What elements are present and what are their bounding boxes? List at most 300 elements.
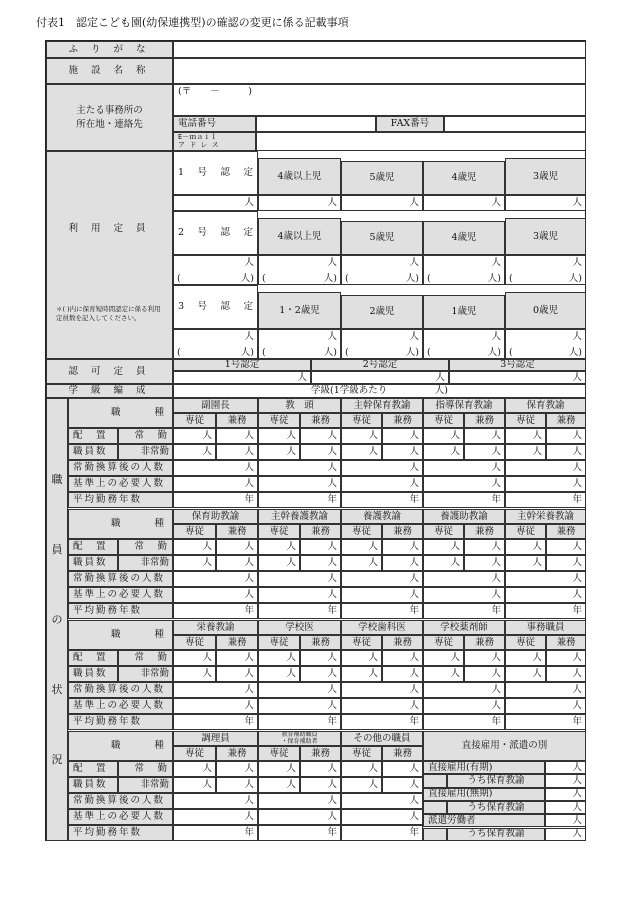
staff-count-input[interactable]: 人 bbox=[173, 444, 216, 460]
staff-value-input[interactable]: 年 bbox=[423, 714, 505, 730]
employment-indent bbox=[423, 774, 447, 787]
employment-count-input[interactable]: 人 bbox=[545, 814, 586, 827]
kinzoku-label: 平均勤務年数 bbox=[68, 603, 173, 619]
staff-value-input[interactable]: 年 bbox=[505, 714, 586, 730]
staff-value-input[interactable]: 人 bbox=[173, 698, 258, 714]
staff-value-input[interactable]: 人 bbox=[423, 682, 505, 698]
job-header: 養護教諭 bbox=[341, 509, 423, 524]
paren-open: ( bbox=[262, 346, 266, 358]
staff-value-input[interactable]: 人 bbox=[341, 460, 423, 476]
staff-value-input[interactable]: 年 bbox=[258, 492, 341, 508]
employment-label: 直接雇用(無期) bbox=[423, 788, 545, 801]
employment-indent bbox=[423, 828, 447, 841]
employment-indent bbox=[423, 801, 447, 814]
employment-count-input[interactable]: 人 bbox=[545, 774, 586, 787]
employment-count-input[interactable]: 人 bbox=[545, 828, 586, 841]
age-header: 0歳児 bbox=[505, 292, 586, 329]
job-header: 教 頭 bbox=[258, 398, 341, 413]
staff-value-input[interactable]: 年 bbox=[341, 825, 423, 841]
class-label: 学 級 編 成 bbox=[46, 384, 173, 398]
staff-count-input[interactable]: 人 bbox=[216, 555, 258, 571]
staff-count-input[interactable]: 人 bbox=[505, 555, 546, 571]
staff-count-input[interactable]: 人 bbox=[382, 428, 423, 444]
capacity-count-input[interactable] bbox=[173, 255, 258, 285]
staff-count-input[interactable]: 人 bbox=[173, 555, 216, 571]
staff-value-input[interactable]: 人 bbox=[173, 809, 258, 825]
paren-open: ( bbox=[345, 346, 349, 358]
capacity-count-input[interactable]: 人 bbox=[505, 195, 586, 211]
staff-value-input[interactable]: 人 bbox=[173, 587, 258, 603]
staff-count-input[interactable]: 人 bbox=[258, 444, 300, 460]
postal-address-input[interactable]: (〒 － ) bbox=[173, 84, 586, 116]
paren-unit: 人) bbox=[405, 346, 419, 358]
capacity-count-input[interactable] bbox=[423, 255, 505, 285]
fax-label: FAX番号 bbox=[376, 116, 444, 132]
paren-unit: 人) bbox=[323, 346, 337, 358]
staff-count-input[interactable]: 人 bbox=[258, 555, 300, 571]
job-header: 事務職員 bbox=[505, 620, 586, 635]
staff-count-input[interactable]: 人 bbox=[216, 761, 258, 777]
furigana-input[interactable] bbox=[173, 41, 586, 58]
age-header: 4歳以上児 bbox=[258, 158, 341, 195]
kennin-header: 兼務 bbox=[382, 635, 423, 650]
staff-count-input[interactable]: 人 bbox=[258, 650, 300, 666]
approved-count-input[interactable]: 人 bbox=[449, 371, 586, 384]
kansan-label: 常勤換算後の人数 bbox=[68, 571, 173, 587]
staff-value-input[interactable]: 人 bbox=[423, 587, 505, 603]
staff-value-input[interactable]: 人 bbox=[173, 571, 258, 587]
capacity-count-input[interactable] bbox=[423, 329, 505, 359]
staff-value-input[interactable]: 人 bbox=[505, 587, 586, 603]
staff-value-input[interactable]: 人 bbox=[258, 809, 341, 825]
staff-count-input[interactable]: 人 bbox=[382, 539, 423, 555]
staff-value-input[interactable]: 年 bbox=[173, 825, 258, 841]
staff-value-input[interactable]: 人 bbox=[505, 476, 586, 492]
staff-side-label bbox=[46, 398, 68, 841]
haichi-label: 配 置 bbox=[68, 650, 118, 666]
unit: 人 bbox=[572, 331, 582, 342]
job-header-line: ・保育補助者 bbox=[281, 737, 318, 745]
jokin-label: 常 勤 bbox=[118, 428, 173, 444]
staff-count-input[interactable]: 人 bbox=[300, 761, 341, 777]
staff-count-input[interactable]: 人 bbox=[423, 428, 464, 444]
side-char: 員 bbox=[51, 542, 63, 556]
employment-sub-label: うち保育教諭 bbox=[447, 828, 545, 841]
paren-open: ( bbox=[509, 272, 513, 284]
unit: 人 bbox=[409, 257, 419, 268]
age-header: 4歳児 bbox=[423, 221, 505, 255]
hitsuyo-label: 基準上の必要人数 bbox=[68, 698, 173, 714]
staff-count-input[interactable]: 人 bbox=[300, 666, 341, 682]
kennin-header: 兼務 bbox=[382, 524, 423, 539]
senju-header: 専従 bbox=[423, 413, 464, 428]
staff-count-input[interactable]: 人 bbox=[382, 444, 423, 460]
facility-name-label: 施 設 名 称 bbox=[46, 58, 173, 84]
capacity-count-input[interactable] bbox=[341, 329, 423, 359]
email-label-line: ア ド レ ス bbox=[178, 140, 219, 149]
staff-value-input[interactable]: 人 bbox=[341, 682, 423, 698]
side-char: 況 bbox=[51, 752, 63, 766]
employment-count-input[interactable]: 人 bbox=[545, 761, 586, 774]
staff-count-input[interactable]: 人 bbox=[258, 761, 300, 777]
kinzoku-label: 平均勤務年数 bbox=[68, 825, 173, 841]
staff-value-input[interactable]: 年 bbox=[341, 714, 423, 730]
staff-count-input[interactable]: 人 bbox=[216, 777, 258, 793]
facility-name-input[interactable] bbox=[173, 58, 586, 84]
staff-value-input[interactable]: 人 bbox=[258, 476, 341, 492]
job-header: その他の職員 bbox=[341, 731, 423, 746]
staff-count-input[interactable]: 人 bbox=[173, 777, 216, 793]
approved-count-input[interactable]: 人 bbox=[311, 371, 449, 384]
kennin-header: 兼務 bbox=[216, 524, 258, 539]
age-header: 4歳以上児 bbox=[258, 218, 341, 255]
approved-header: 2号認定 bbox=[311, 359, 449, 371]
staff-count-input[interactable]: 人 bbox=[382, 650, 423, 666]
senju-header: 専従 bbox=[258, 746, 300, 761]
email-input[interactable] bbox=[256, 132, 586, 151]
paren-unit: 人) bbox=[487, 272, 501, 284]
job-header: 副園長 bbox=[173, 398, 258, 413]
staff-value-input[interactable]: 人 bbox=[423, 476, 505, 492]
unit: 人 bbox=[244, 257, 254, 268]
capacity-count-input[interactable]: 人 bbox=[341, 195, 423, 211]
staff-value-input[interactable]: 人 bbox=[341, 698, 423, 714]
staff-count-input[interactable]: 人 bbox=[505, 539, 546, 555]
staff-value-input[interactable]: 人 bbox=[423, 460, 505, 476]
job-header: 主幹保育教諭 bbox=[341, 398, 423, 413]
staff-count-input[interactable]: 人 bbox=[464, 539, 505, 555]
job-header: 学校歯科医 bbox=[341, 620, 423, 635]
job-header: 保育助教諭 bbox=[173, 509, 258, 524]
job-header: 養護助教諭 bbox=[423, 509, 505, 524]
staff-count-input[interactable]: 人 bbox=[464, 428, 505, 444]
hijokin-label: 非常勤 bbox=[118, 555, 173, 571]
staff-value-input[interactable]: 人 bbox=[341, 809, 423, 825]
kennin-header: 兼務 bbox=[382, 746, 423, 761]
staff-count-input[interactable]: 人 bbox=[173, 428, 216, 444]
staff-count-input[interactable]: 人 bbox=[464, 444, 505, 460]
staff-count-input[interactable]: 人 bbox=[341, 444, 382, 460]
job-header: 主幹養護教諭 bbox=[258, 509, 341, 524]
staff-count-input[interactable]: 人 bbox=[546, 539, 586, 555]
side-char: 職 bbox=[51, 472, 63, 486]
staff-value-input[interactable]: 人 bbox=[173, 793, 258, 809]
staff-count-input[interactable]: 人 bbox=[341, 761, 382, 777]
staff-value-input[interactable]: 人 bbox=[258, 682, 341, 698]
hitsuyo-label: 基準上の必要人数 bbox=[68, 809, 173, 825]
capacity-count-input[interactable] bbox=[505, 329, 586, 359]
staff-count-input[interactable]: 人 bbox=[382, 666, 423, 682]
staff-count-input[interactable]: 人 bbox=[341, 555, 382, 571]
haichi-label: 配 置 bbox=[68, 761, 118, 777]
email-label-line: E－ｍａｉｌ bbox=[178, 132, 218, 141]
senju-header: 専従 bbox=[341, 524, 382, 539]
paren-unit: 人) bbox=[405, 272, 419, 284]
staff-value-input[interactable]: 年 bbox=[341, 492, 423, 508]
staff-count-input[interactable]: 人 bbox=[423, 444, 464, 460]
kennin-header: 兼務 bbox=[300, 524, 341, 539]
registration-form bbox=[45, 40, 586, 841]
staff-count-input[interactable]: 人 bbox=[423, 666, 464, 682]
staff-count-input[interactable]: 人 bbox=[341, 428, 382, 444]
hijokin-label: 非常勤 bbox=[118, 666, 173, 682]
capacity-count-input[interactable]: 人 bbox=[423, 195, 505, 211]
employment-sub-label: うち保育教諭 bbox=[447, 774, 545, 787]
staff-value-input[interactable]: 人 bbox=[173, 682, 258, 698]
staff-count-input[interactable]: 人 bbox=[341, 666, 382, 682]
staff-value-input[interactable]: 年 bbox=[173, 714, 258, 730]
cert2-label: 2 号 認 定 bbox=[173, 211, 258, 255]
jokin-label: 常 勤 bbox=[118, 761, 173, 777]
staff-value-input[interactable]: 年 bbox=[258, 825, 341, 841]
staff-count-input[interactable]: 人 bbox=[300, 777, 341, 793]
email-label bbox=[173, 132, 256, 151]
job-header: 学校薬剤師 bbox=[423, 620, 505, 635]
paren-unit: 人) bbox=[487, 346, 501, 358]
staff-value-input[interactable]: 人 bbox=[341, 571, 423, 587]
phone-label: 電話番号 bbox=[173, 116, 256, 132]
staff-count-input[interactable]: 人 bbox=[382, 555, 423, 571]
class-input[interactable]: 学級(1学級あたり 人) bbox=[173, 384, 586, 398]
staff-count-input[interactable]: 人 bbox=[423, 650, 464, 666]
senju-header: 専従 bbox=[258, 635, 300, 650]
kennin-header: 兼務 bbox=[464, 635, 505, 650]
staff-count-input[interactable]: 人 bbox=[258, 666, 300, 682]
job-header: 学校医 bbox=[258, 620, 341, 635]
office-label bbox=[46, 84, 173, 151]
shokuinsu-label: 職員数 bbox=[68, 666, 118, 682]
capacity-count-input[interactable] bbox=[505, 255, 586, 285]
paren-open: ( bbox=[262, 272, 266, 284]
staff-count-input[interactable]: 人 bbox=[173, 650, 216, 666]
senju-header: 専従 bbox=[341, 635, 382, 650]
age-header: 5歳児 bbox=[341, 161, 423, 195]
kennin-header: 兼務 bbox=[546, 524, 586, 539]
age-header: 3歳児 bbox=[505, 218, 586, 255]
capacity-count-input[interactable] bbox=[258, 329, 341, 359]
staff-count-input[interactable]: 人 bbox=[382, 761, 423, 777]
employment-header: 直接雇用・派遣の別 bbox=[423, 731, 586, 761]
age-header: 1歳児 bbox=[423, 295, 505, 329]
paren-open: ( bbox=[427, 272, 431, 284]
staff-value-input[interactable]: 年 bbox=[258, 603, 341, 619]
office-label-line: 主たる事務所の bbox=[76, 104, 143, 116]
kennin-header: 兼務 bbox=[464, 413, 505, 428]
staff-count-input[interactable]: 人 bbox=[341, 539, 382, 555]
staff-count-input[interactable]: 人 bbox=[464, 650, 505, 666]
staff-value-input[interactable]: 年 bbox=[258, 714, 341, 730]
job-header: 調理員 bbox=[173, 731, 258, 746]
staff-count-input[interactable]: 人 bbox=[300, 650, 341, 666]
staff-value-input[interactable]: 人 bbox=[258, 698, 341, 714]
staff-count-input[interactable]: 人 bbox=[423, 539, 464, 555]
staff-count-input[interactable]: 人 bbox=[464, 555, 505, 571]
staff-count-input[interactable]: 人 bbox=[505, 650, 546, 666]
staff-count-input[interactable]: 人 bbox=[173, 539, 216, 555]
staff-count-input[interactable]: 人 bbox=[546, 444, 586, 460]
job-header: 保育教諭 bbox=[505, 398, 586, 413]
phone-input[interactable] bbox=[256, 116, 376, 132]
staff-count-input[interactable]: 人 bbox=[505, 444, 546, 460]
staff-count-input[interactable]: 人 bbox=[546, 428, 586, 444]
kennin-header: 兼務 bbox=[300, 746, 341, 761]
staff-count-input[interactable]: 人 bbox=[216, 539, 258, 555]
shokushu-label: 職 種 bbox=[68, 731, 173, 761]
senju-header: 専従 bbox=[505, 413, 546, 428]
kansan-label: 常勤換算後の人数 bbox=[68, 793, 173, 809]
paren-open: ( bbox=[177, 346, 181, 358]
staff-value-input[interactable]: 年 bbox=[341, 603, 423, 619]
staff-count-input[interactable]: 人 bbox=[341, 650, 382, 666]
staff-value-input[interactable]: 人 bbox=[341, 476, 423, 492]
staff-count-input[interactable]: 人 bbox=[464, 666, 505, 682]
staff-count-input[interactable]: 人 bbox=[300, 428, 341, 444]
kennin-header: 兼務 bbox=[464, 524, 505, 539]
fax-input[interactable] bbox=[444, 116, 586, 132]
job-header-line: 教育補助職員 bbox=[281, 731, 318, 739]
age-header: 5歳児 bbox=[341, 221, 423, 255]
unit: 人 bbox=[244, 331, 254, 342]
capacity-count-input[interactable] bbox=[173, 329, 258, 359]
staff-value-input[interactable]: 人 bbox=[341, 793, 423, 809]
hitsuyo-label: 基準上の必要人数 bbox=[68, 476, 173, 492]
staff-value-input[interactable]: 人 bbox=[173, 460, 258, 476]
shokuinsu-label: 職員数 bbox=[68, 555, 118, 571]
capacity-count-input[interactable] bbox=[258, 255, 341, 285]
shokushu-label: 職 種 bbox=[68, 509, 173, 539]
unit: 人 bbox=[572, 257, 582, 268]
staff-value-input[interactable]: 人 bbox=[258, 460, 341, 476]
staff-value-input[interactable]: 年 bbox=[173, 492, 258, 508]
staff-count-input[interactable]: 人 bbox=[382, 777, 423, 793]
staff-count-input[interactable]: 人 bbox=[216, 650, 258, 666]
staff-value-input[interactable]: 人 bbox=[505, 571, 586, 587]
approved-header: 1号認定 bbox=[173, 359, 311, 371]
hijokin-label: 非常勤 bbox=[118, 777, 173, 793]
kennin-header: 兼務 bbox=[216, 413, 258, 428]
staff-count-input[interactable]: 人 bbox=[258, 428, 300, 444]
senju-header: 専従 bbox=[173, 524, 216, 539]
senju-header: 専従 bbox=[173, 746, 216, 761]
staff-count-input[interactable]: 人 bbox=[258, 777, 300, 793]
age-header: 3歳児 bbox=[505, 158, 586, 195]
staff-count-input[interactable]: 人 bbox=[216, 428, 258, 444]
employment-count-input[interactable]: 人 bbox=[545, 801, 586, 814]
staff-value-input[interactable]: 人 bbox=[505, 460, 586, 476]
paren-open: ( bbox=[345, 272, 349, 284]
paren-unit: 人) bbox=[568, 272, 582, 284]
senju-header: 専従 bbox=[505, 635, 546, 650]
staff-count-input[interactable]: 人 bbox=[258, 539, 300, 555]
staff-count-input[interactable]: 人 bbox=[300, 555, 341, 571]
capacity-count-input[interactable] bbox=[341, 255, 423, 285]
staff-count-input[interactable]: 人 bbox=[546, 650, 586, 666]
approved-count-input[interactable]: 人 bbox=[173, 371, 311, 384]
age-header: 1・2歳児 bbox=[258, 292, 341, 329]
senju-header: 専従 bbox=[423, 635, 464, 650]
job-header bbox=[258, 731, 341, 746]
staff-count-input[interactable]: 人 bbox=[216, 666, 258, 682]
unit: 人 bbox=[409, 331, 419, 342]
staff-value-input[interactable]: 年 bbox=[423, 492, 505, 508]
senju-header: 専従 bbox=[258, 413, 300, 428]
capacity-count-input[interactable]: 人 bbox=[258, 195, 341, 211]
staff-count-input[interactable]: 人 bbox=[173, 761, 216, 777]
staff-value-input[interactable]: 人 bbox=[258, 793, 341, 809]
staff-count-input[interactable]: 人 bbox=[300, 539, 341, 555]
staff-value-input[interactable]: 年 bbox=[505, 492, 586, 508]
cert3-label: 3 号 認 定 bbox=[173, 285, 258, 329]
age-header: 2歳児 bbox=[341, 295, 423, 329]
paren-unit: 人) bbox=[240, 272, 254, 284]
capacity-note: ＊( )内に保育短時間認定に係る利用定員数を記入してください。 bbox=[52, 303, 167, 343]
staff-value-input[interactable]: 人 bbox=[423, 571, 505, 587]
unit: 人 bbox=[327, 331, 337, 342]
staff-count-input[interactable]: 人 bbox=[546, 555, 586, 571]
kennin-header: 兼務 bbox=[382, 413, 423, 428]
staff-count-input[interactable]: 人 bbox=[173, 666, 216, 682]
kennin-header: 兼務 bbox=[300, 635, 341, 650]
staff-count-input[interactable]: 人 bbox=[505, 428, 546, 444]
unit: 人 bbox=[327, 257, 337, 268]
form-title: 付表1 認定こども園(幼保連携型)の確認の変更に係る記載事項 bbox=[36, 16, 349, 29]
staff-value-input[interactable]: 人 bbox=[423, 698, 505, 714]
staff-value-input[interactable]: 年 bbox=[505, 603, 586, 619]
staff-count-input[interactable]: 人 bbox=[216, 444, 258, 460]
staff-count-input[interactable]: 人 bbox=[341, 777, 382, 793]
jokin-label: 常 勤 bbox=[118, 650, 173, 666]
furigana-label: ふ り が な bbox=[46, 41, 173, 58]
kansan-label: 常勤換算後の人数 bbox=[68, 682, 173, 698]
shokuinsu-label: 職員数 bbox=[68, 444, 118, 460]
paren-open: ( bbox=[509, 346, 513, 358]
staff-count-input[interactable]: 人 bbox=[505, 666, 546, 682]
staff-value-input[interactable]: 人 bbox=[505, 698, 586, 714]
haichi-label: 配 置 bbox=[68, 428, 118, 444]
paren-open: ( bbox=[427, 346, 431, 358]
kennin-header: 兼務 bbox=[216, 746, 258, 761]
paren-unit: 人) bbox=[323, 272, 337, 284]
senju-header: 専従 bbox=[341, 746, 382, 761]
staff-value-input[interactable]: 年 bbox=[173, 603, 258, 619]
staff-value-input[interactable]: 人 bbox=[173, 476, 258, 492]
paren-unit: 人) bbox=[240, 346, 254, 358]
kennin-header: 兼務 bbox=[546, 413, 586, 428]
kinzoku-label: 平均勤務年数 bbox=[68, 714, 173, 730]
staff-value-input[interactable]: 人 bbox=[258, 587, 341, 603]
staff-value-input[interactable]: 人 bbox=[505, 682, 586, 698]
staff-value-input[interactable]: 年 bbox=[423, 603, 505, 619]
staff-value-input[interactable]: 人 bbox=[258, 571, 341, 587]
employment-label: 派遣労働者 bbox=[423, 814, 545, 827]
staff-count-input[interactable]: 人 bbox=[423, 555, 464, 571]
employment-count-input[interactable]: 人 bbox=[545, 788, 586, 801]
unit: 人 bbox=[491, 257, 501, 268]
capacity-count-input[interactable]: 人 bbox=[173, 195, 258, 211]
jokin-label: 常 勤 bbox=[118, 539, 173, 555]
staff-count-input[interactable]: 人 bbox=[300, 444, 341, 460]
employment-sub-label: うち保育教諭 bbox=[447, 801, 545, 814]
hitsuyo-label: 基準上の必要人数 bbox=[68, 587, 173, 603]
employment-label: 直接雇用(有期) bbox=[423, 761, 545, 774]
cert1-label: 1 号 認 定 bbox=[173, 151, 258, 195]
approved-header: 3号認定 bbox=[449, 359, 586, 371]
kansan-label: 常勤換算後の人数 bbox=[68, 460, 173, 476]
capacity-label: 利 用 定 員 bbox=[56, 221, 163, 237]
staff-value-input[interactable]: 人 bbox=[341, 587, 423, 603]
staff-count-input[interactable]: 人 bbox=[546, 666, 586, 682]
office-label-line: 所在地・連絡先 bbox=[76, 118, 143, 130]
